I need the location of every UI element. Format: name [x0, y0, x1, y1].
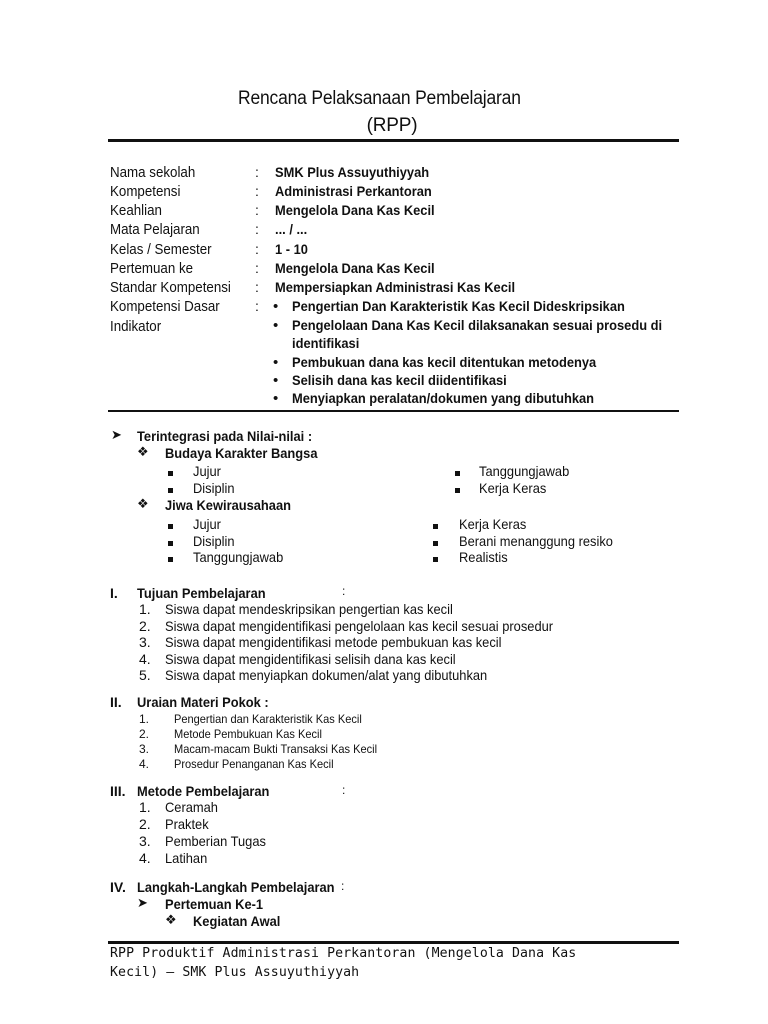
list-number: 2.	[139, 727, 150, 741]
label-keahlian: Keahlian	[110, 203, 162, 219]
section-numeral: I.	[110, 585, 118, 601]
colon: :	[255, 202, 259, 218]
heading-colon: :	[342, 783, 346, 797]
section-numeral: IV.	[110, 879, 126, 895]
square-bullet-icon	[433, 548, 438, 566]
nilai-heading: Terintegrasi pada Nilai-nilai :	[137, 428, 313, 444]
tujuan-item: Siswa dapat mendeskripsikan pengertian kas kecil	[165, 601, 453, 617]
label-kompetensi-dasar: Kompetensi Dasar	[110, 299, 220, 315]
materi-item: Pengertian dan Karakteristik Kas Kecil	[174, 712, 362, 726]
footer-line-2: Kecil) – SMK Plus Assuyuthiyyah	[110, 965, 360, 980]
diamond-bullet-icon: ❖	[137, 496, 149, 511]
kegiatan-heading: Kegiatan Awal	[193, 913, 281, 929]
section-numeral: II.	[110, 694, 122, 710]
bullet-icon: •	[273, 390, 279, 407]
list-number: 4.	[139, 757, 150, 771]
bullet-icon: •	[273, 354, 279, 371]
kewirausahaan-right-item: Realistis	[459, 549, 508, 565]
title-line-1: Rencana Pelaksanaan Pembelajaran	[238, 88, 522, 109]
value-mata-pelajaran: ... / ...	[275, 221, 308, 237]
square-bullet-icon	[168, 548, 173, 566]
value-kelas-semester: 1 - 10	[275, 241, 308, 257]
metode-item: Ceramah	[165, 799, 218, 815]
document-subtitle	[0, 115, 768, 137]
tujuan-item: Siswa dapat mengidentifikasi metode pembukuan kas kecil	[165, 634, 502, 650]
karakter-right-item: Kerja Keras	[479, 480, 547, 496]
arrow-bullet-icon: ➤	[111, 427, 122, 442]
label-kompetensi: Kompetensi	[110, 184, 181, 200]
kewirausahaan-right-item: Kerja Keras	[459, 516, 527, 532]
label-standar-kompetensi: Standar Kompetensi	[110, 280, 231, 296]
label-nama-sekolah: Nama sekolah	[110, 165, 196, 181]
label-indikator: Indikator	[110, 319, 162, 335]
label-pertemuan-ke: Pertemuan ke	[110, 261, 194, 277]
list-number: 5.	[139, 667, 151, 683]
heading-colon: :	[341, 879, 345, 893]
metode-heading: Metode Pembelajaran	[137, 783, 270, 799]
langkah-heading: Langkah-Langkah Pembelajaran	[137, 879, 335, 895]
materi-item: Macam-macam Bukti Transaksi Kas Kecil	[174, 742, 378, 756]
indikator-item: Pengelolaan Dana Kas Kecil dilaksanakan sesuai prosedu di	[292, 317, 663, 333]
colon: :	[255, 241, 259, 257]
materi-heading: Uraian Materi Pokok :	[137, 694, 269, 710]
karakter-left-item: Jujur	[193, 463, 221, 479]
tujuan-heading: Tujuan Pembelajaran	[137, 585, 266, 601]
list-number: 1.	[139, 712, 150, 726]
label-kelas-semester: Kelas / Semester	[110, 242, 212, 258]
section-numeral: III.	[110, 783, 126, 799]
kewirausahaan-left-item: Disiplin	[193, 533, 235, 549]
tujuan-item: Siswa dapat mengidentifikasi pengelolaan kas kecil sesuai prosedur	[165, 618, 554, 634]
section-rule	[108, 410, 679, 412]
indikator-item-continuation: identifikasi	[292, 335, 360, 351]
karakter-right-item: Tanggungjawab	[479, 463, 570, 479]
list-number: 3.	[139, 742, 150, 756]
colon: :	[255, 164, 259, 180]
list-number: 3.	[139, 634, 151, 650]
indikator-item: Pengertian Dan Karakteristik Kas Kecil Dideskripsikan	[292, 298, 625, 314]
colon: :	[255, 260, 259, 276]
value-nama-sekolah: SMK Plus Assuyuthiyyah	[275, 164, 430, 180]
diamond-bullet-icon: ❖	[137, 444, 149, 459]
kewirausahaan-left-item: Jujur	[193, 516, 221, 532]
list-number: 1.	[139, 799, 151, 815]
square-bullet-icon	[433, 515, 438, 533]
square-bullet-icon	[168, 479, 173, 497]
value-standar-kompetensi: Mempersiapkan Administrasi Kas Kecil	[275, 279, 516, 295]
indikator-item: Pembukuan dana kas kecil ditentukan metodenya	[292, 354, 597, 370]
bullet-icon: •	[273, 298, 279, 315]
tujuan-item: Siswa dapat mengidentifikasi selisih dana kas kecil	[165, 651, 456, 667]
colon: :	[255, 279, 259, 295]
colon: :	[255, 298, 259, 314]
value-pertemuan-ke: Mengelola Dana Kas Kecil	[275, 260, 435, 276]
list-number: 2.	[139, 816, 151, 832]
document-title	[0, 88, 768, 110]
value-kompetensi: Administrasi Perkantoran	[275, 183, 432, 199]
karakter-heading: Budaya Karakter Bangsa	[165, 445, 318, 461]
arrow-bullet-icon: ➤	[137, 895, 148, 910]
square-bullet-icon	[168, 515, 173, 533]
diamond-bullet-icon: ❖	[165, 912, 177, 927]
square-bullet-icon	[455, 479, 460, 497]
colon: :	[255, 183, 259, 199]
indikator-item: Menyiapkan peralatan/dokumen yang dibutuhkan	[292, 390, 595, 406]
tujuan-item: Siswa dapat menyiapkan dokumen/alat yang dibutuhkan	[165, 667, 488, 683]
list-number: 4.	[139, 850, 151, 866]
label-mata-pelajaran: Mata Pelajaran	[110, 222, 200, 238]
metode-item: Pemberian Tugas	[165, 833, 266, 849]
kewirausahaan-right-item: Berani menanggung resiko	[459, 533, 613, 549]
list-number: 4.	[139, 651, 151, 667]
pertemuan-heading: Pertemuan Ke-1	[165, 896, 264, 912]
list-number: 2.	[139, 618, 151, 634]
square-bullet-icon	[168, 462, 173, 480]
bullet-icon: •	[273, 372, 279, 389]
indikator-item: Selisih dana kas kecil diidentifikasi	[292, 372, 507, 388]
list-number: 3.	[139, 833, 151, 849]
bullet-icon: •	[273, 317, 279, 334]
footer-rule	[108, 941, 679, 944]
square-bullet-icon	[455, 462, 460, 480]
footer-line-1: RPP Produktif Administrasi Perkantoran (Mengelola Dana Kas	[110, 946, 577, 961]
list-number: 1.	[139, 601, 151, 617]
title-line-2: (RPP)	[366, 115, 418, 136]
karakter-left-item: Disiplin	[193, 480, 235, 496]
materi-item: Prosedur Penanganan Kas Kecil	[174, 757, 334, 771]
kewirausahaan-left-item: Tanggungjawab	[193, 549, 284, 565]
heading-colon: :	[342, 584, 346, 598]
materi-item: Metode Pembukuan Kas Kecil	[174, 727, 322, 741]
title-rule	[108, 139, 679, 142]
colon: :	[255, 221, 259, 237]
value-keahlian: Mengelola Dana Kas Kecil	[275, 202, 435, 218]
kewirausahaan-heading: Jiwa Kewirausahaan	[165, 497, 291, 513]
metode-item: Latihan	[165, 850, 208, 866]
metode-item: Praktek	[165, 816, 209, 832]
